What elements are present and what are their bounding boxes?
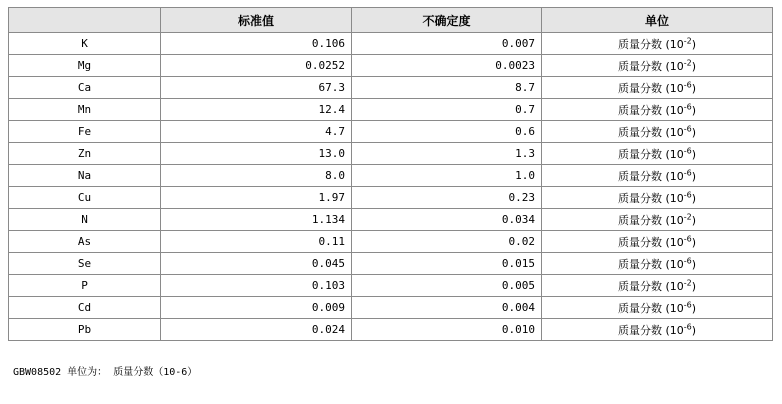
header-standard-value: 标准值	[161, 8, 352, 33]
uncertainty-cell: 0.034	[352, 209, 542, 231]
uncertainty-cell: 0.0023	[352, 55, 542, 77]
standard-value-cell: 0.045	[161, 253, 352, 275]
uncertainty-cell: 0.6	[352, 121, 542, 143]
standard-value-cell: 0.11	[161, 231, 352, 253]
element-cell: As	[9, 231, 161, 253]
unit-close: )	[691, 59, 697, 73]
uncertainty-cell: 1.3	[352, 143, 542, 165]
unit-base: (10	[661, 191, 684, 205]
unit-cell	[542, 275, 773, 297]
unit-exponent: -6	[683, 145, 692, 155]
element-cell: Cu	[9, 187, 161, 209]
unit-label: 质量分数	[617, 191, 662, 205]
standard-value-cell: 12.4	[161, 99, 352, 121]
unit-close: )	[691, 37, 697, 51]
table-row	[9, 297, 773, 319]
unit-exponent: -6	[683, 321, 692, 331]
unit-close: )	[691, 235, 697, 249]
unit-cell	[542, 297, 773, 319]
unit-exponent: -6	[683, 233, 692, 243]
table-row	[9, 231, 773, 253]
standard-value-cell: 0.106	[161, 33, 352, 55]
table-row	[9, 143, 773, 165]
table-row	[9, 275, 773, 297]
unit-base: (10	[661, 169, 684, 183]
unit-cell	[542, 121, 773, 143]
unit-cell	[542, 55, 773, 77]
element-cell: Se	[9, 253, 161, 275]
unit-base: (10	[661, 213, 684, 227]
unit-exponent: -6	[683, 123, 692, 133]
element-cell: Na	[9, 165, 161, 187]
element-cell: Mn	[9, 99, 161, 121]
table-row	[9, 121, 773, 143]
unit-label: 质量分数	[617, 103, 662, 117]
unit-exponent: -6	[683, 189, 692, 199]
table-row	[9, 319, 773, 341]
uncertainty-cell: 1.0	[352, 165, 542, 187]
uncertainty-cell: 0.23	[352, 187, 542, 209]
unit-close: )	[691, 257, 697, 271]
unit-base: (10	[661, 323, 684, 337]
element-cell: P	[9, 275, 161, 297]
table-row	[9, 253, 773, 275]
unit-close: )	[691, 81, 697, 95]
unit-base: (10	[661, 279, 684, 293]
unit-label: 质量分数	[617, 81, 662, 95]
unit-close: )	[691, 125, 697, 139]
unit-label: 质量分数	[617, 257, 662, 271]
unit-close: )	[691, 191, 697, 205]
unit-exponent: -6	[683, 167, 692, 177]
element-cell: N	[9, 209, 161, 231]
unit-cell	[542, 319, 773, 341]
standard-value-cell: 4.7	[161, 121, 352, 143]
unit-cell	[542, 187, 773, 209]
standard-value-cell: 67.3	[161, 77, 352, 99]
unit-exponent: -2	[683, 57, 692, 67]
element-cell: Mg	[9, 55, 161, 77]
uncertainty-cell: 0.7	[352, 99, 542, 121]
standard-value-cell: 1.134	[161, 209, 352, 231]
standard-value-cell: 0.0252	[161, 55, 352, 77]
unit-base: (10	[661, 235, 684, 249]
unit-label: 质量分数	[617, 279, 662, 293]
unit-base: (10	[661, 81, 684, 95]
element-cell: Fe	[9, 121, 161, 143]
unit-base: (10	[661, 125, 684, 139]
standard-value-cell: 0.103	[161, 275, 352, 297]
unit-cell	[542, 209, 773, 231]
uncertainty-cell: 0.004	[352, 297, 542, 319]
uncertainty-cell: 8.7	[352, 77, 542, 99]
unit-label: 质量分数	[617, 59, 662, 73]
unit-label: 质量分数	[617, 169, 662, 183]
unit-exponent: -6	[683, 255, 692, 265]
element-cell: K	[9, 33, 161, 55]
table-row	[9, 187, 773, 209]
unit-label: 质量分数	[617, 37, 662, 51]
standard-values-table	[8, 7, 773, 341]
table-row	[9, 209, 773, 231]
element-cell: Zn	[9, 143, 161, 165]
unit-label: 质量分数	[617, 235, 662, 249]
table-header-row	[9, 8, 773, 33]
uncertainty-cell: 0.015	[352, 253, 542, 275]
unit-base: (10	[661, 59, 684, 73]
unit-base: (10	[661, 37, 684, 51]
unit-exponent: -2	[683, 35, 692, 45]
unit-base: (10	[661, 301, 684, 315]
uncertainty-cell: 0.02	[352, 231, 542, 253]
unit-close: )	[691, 279, 697, 293]
unit-exponent: -6	[683, 101, 692, 111]
unit-close: )	[691, 103, 697, 117]
standard-value-cell: 0.024	[161, 319, 352, 341]
unit-cell	[542, 253, 773, 275]
table-row	[9, 99, 773, 121]
element-cell: Pb	[9, 319, 161, 341]
unit-close: )	[691, 213, 697, 227]
unit-close: )	[691, 301, 697, 315]
unit-cell	[542, 33, 773, 55]
header-uncertainty: 不确定度	[352, 8, 542, 33]
header-unit: 单位	[542, 8, 773, 33]
unit-close: )	[691, 169, 697, 183]
element-cell: Ca	[9, 77, 161, 99]
unit-label: 质量分数	[617, 125, 662, 139]
footnote: GBW08502 单位为： 质量分数（10-6）	[13, 367, 198, 378]
unit-label: 质量分数	[617, 213, 662, 227]
unit-base: (10	[661, 257, 684, 271]
unit-exponent: -6	[683, 299, 692, 309]
table-row	[9, 77, 773, 99]
unit-exponent: -2	[683, 277, 692, 287]
unit-close: )	[691, 147, 697, 161]
unit-label: 质量分数	[617, 147, 662, 161]
unit-exponent: -2	[683, 211, 692, 221]
table-row	[9, 165, 773, 187]
unit-cell	[542, 99, 773, 121]
unit-exponent: -6	[683, 79, 692, 89]
uncertainty-cell: 0.010	[352, 319, 542, 341]
unit-base: (10	[661, 103, 684, 117]
table-row	[9, 33, 773, 55]
standard-value-cell: 8.0	[161, 165, 352, 187]
table-row	[9, 55, 773, 77]
standard-value-cell: 0.009	[161, 297, 352, 319]
unit-cell	[542, 143, 773, 165]
unit-base: (10	[661, 147, 684, 161]
unit-cell	[542, 77, 773, 99]
uncertainty-cell: 0.005	[352, 275, 542, 297]
unit-cell	[542, 165, 773, 187]
unit-label: 质量分数	[617, 301, 662, 315]
unit-label: 质量分数	[617, 323, 662, 337]
unit-cell	[542, 231, 773, 253]
element-cell: Cd	[9, 297, 161, 319]
unit-close: )	[691, 323, 697, 337]
standard-value-cell: 13.0	[161, 143, 352, 165]
uncertainty-cell: 0.007	[352, 33, 542, 55]
header-element	[9, 8, 161, 33]
standard-value-cell: 1.97	[161, 187, 352, 209]
